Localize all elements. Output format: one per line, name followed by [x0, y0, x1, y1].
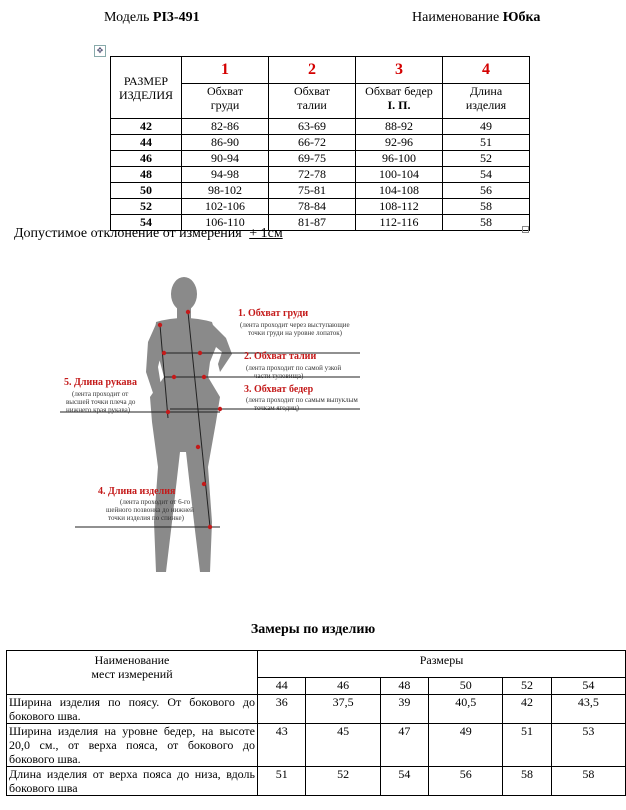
- col-label-4: Длина изделия: [443, 84, 530, 119]
- annotation-bust: [238, 308, 350, 337]
- table-row: 52 102-106 78-84 108-112 58: [111, 199, 530, 215]
- annotation-sleeve-length: [64, 377, 137, 414]
- annotation-waist: [244, 351, 341, 380]
- col-num-3: 3: [356, 57, 443, 84]
- tolerance-value: + 1см: [249, 226, 283, 241]
- svg-text:нижнего края рукава): нижнего края рукава): [66, 406, 131, 414]
- col-num-4: 4: [443, 57, 530, 84]
- tolerance-text: Допустимое отклонение от измерения: [14, 226, 242, 241]
- table-resize-handle-icon[interactable]: [522, 226, 529, 233]
- measurements-name-header: Наименование мест измерений: [7, 651, 258, 695]
- col-num-2: 2: [269, 57, 356, 84]
- table-row: Ширина изделия на уровне бедер, на высоте 20,0 см., от верха пояса, от бокового до бокового шва. 43 45 47 49 51 53: [7, 724, 626, 767]
- table-row: Ширина изделия по поясу. От бокового до бокового шва. 36 37,5 39 40,5 42 43,5: [7, 695, 626, 724]
- svg-text:3. Обхват бедер: 3. Обхват бедер: [244, 384, 314, 395]
- name-line: [412, 10, 540, 26]
- model-line: [104, 10, 200, 26]
- name-label: Наименование: [412, 10, 500, 25]
- svg-text:шейного позвонка до нижней: шейного позвонка до нижней: [106, 506, 194, 514]
- body-measurement-figure: [60, 272, 390, 592]
- tolerance-note: [14, 226, 283, 242]
- svg-text:точки груди на уровне лопаток): точки груди на уровне лопаток): [248, 329, 342, 337]
- col-label-3: Обхват бедер I. П.: [356, 84, 443, 119]
- svg-text:2. Обхват талии: 2. Обхват талии: [244, 351, 317, 362]
- measurements-title: Замеры по изделию: [250, 622, 376, 637]
- table-row: 54 106-110 81-87 112-116 58: [111, 215, 530, 231]
- svg-text:части туловища): части туловища): [254, 372, 304, 380]
- table-row: 44 86-90 66-72 92-96 51: [111, 135, 530, 151]
- svg-text:(лента проходит через выступаю: (лента проходит через выступающие: [240, 321, 350, 329]
- svg-text:4. Длина изделия: 4. Длина изделия: [98, 486, 176, 497]
- svg-text:(лента проходит от: (лента проходит от: [72, 390, 129, 398]
- col-num-1: 1: [182, 57, 269, 84]
- annotation-hips: [244, 384, 358, 412]
- svg-text:(лента проходит от 6-го: (лента проходит от 6-го: [120, 498, 191, 506]
- col-label-1: Обхват груди: [182, 84, 269, 119]
- sizes-row: 44 46 48 50 52 54: [7, 678, 626, 695]
- sizes-header: Размеры: [258, 651, 626, 678]
- col-label-2: Обхват талии: [269, 84, 356, 119]
- table-row: 46 90-94 69-75 96-100 52: [111, 151, 530, 167]
- size-table: [110, 56, 530, 231]
- measurements-table: [6, 650, 626, 796]
- annotation-skirt-length: [98, 486, 194, 522]
- model-label: Модель: [104, 10, 150, 25]
- svg-text:(лента проходит по самым выпук: (лента проходит по самым выпуклым: [246, 396, 358, 404]
- model-value: PI3-491: [152, 10, 200, 25]
- table-move-handle-icon[interactable]: ✥: [94, 45, 106, 57]
- svg-text:(лента проходит по самой узкой: (лента проходит по самой узкой: [246, 364, 342, 372]
- table-row: 50 98-102 75-81 104-108 56: [111, 183, 530, 199]
- name-value: Юбка: [502, 10, 541, 25]
- svg-text:точкам ягодиц): точкам ягодиц): [254, 404, 299, 412]
- svg-text:точки изделия по спинке): точки изделия по спинке): [108, 514, 184, 522]
- table-row: 42 82-86 63-69 88-92 49: [111, 119, 530, 135]
- table-row: Длина изделия от верха пояса до низа, вдоль бокового шва 51 52 54 56 58 58: [7, 767, 626, 796]
- svg-text:5. Длина рукава: 5. Длина рукава: [64, 377, 137, 388]
- size-header-cell: РАЗМЕР ИЗДЕЛИЯ: [111, 57, 182, 119]
- svg-text:высшей точки плеча до: высшей точки плеча до: [66, 398, 136, 406]
- table-row: 48 94-98 72-78 100-104 54: [111, 167, 530, 183]
- svg-text:1. Обхват груди: 1. Обхват груди: [238, 308, 309, 319]
